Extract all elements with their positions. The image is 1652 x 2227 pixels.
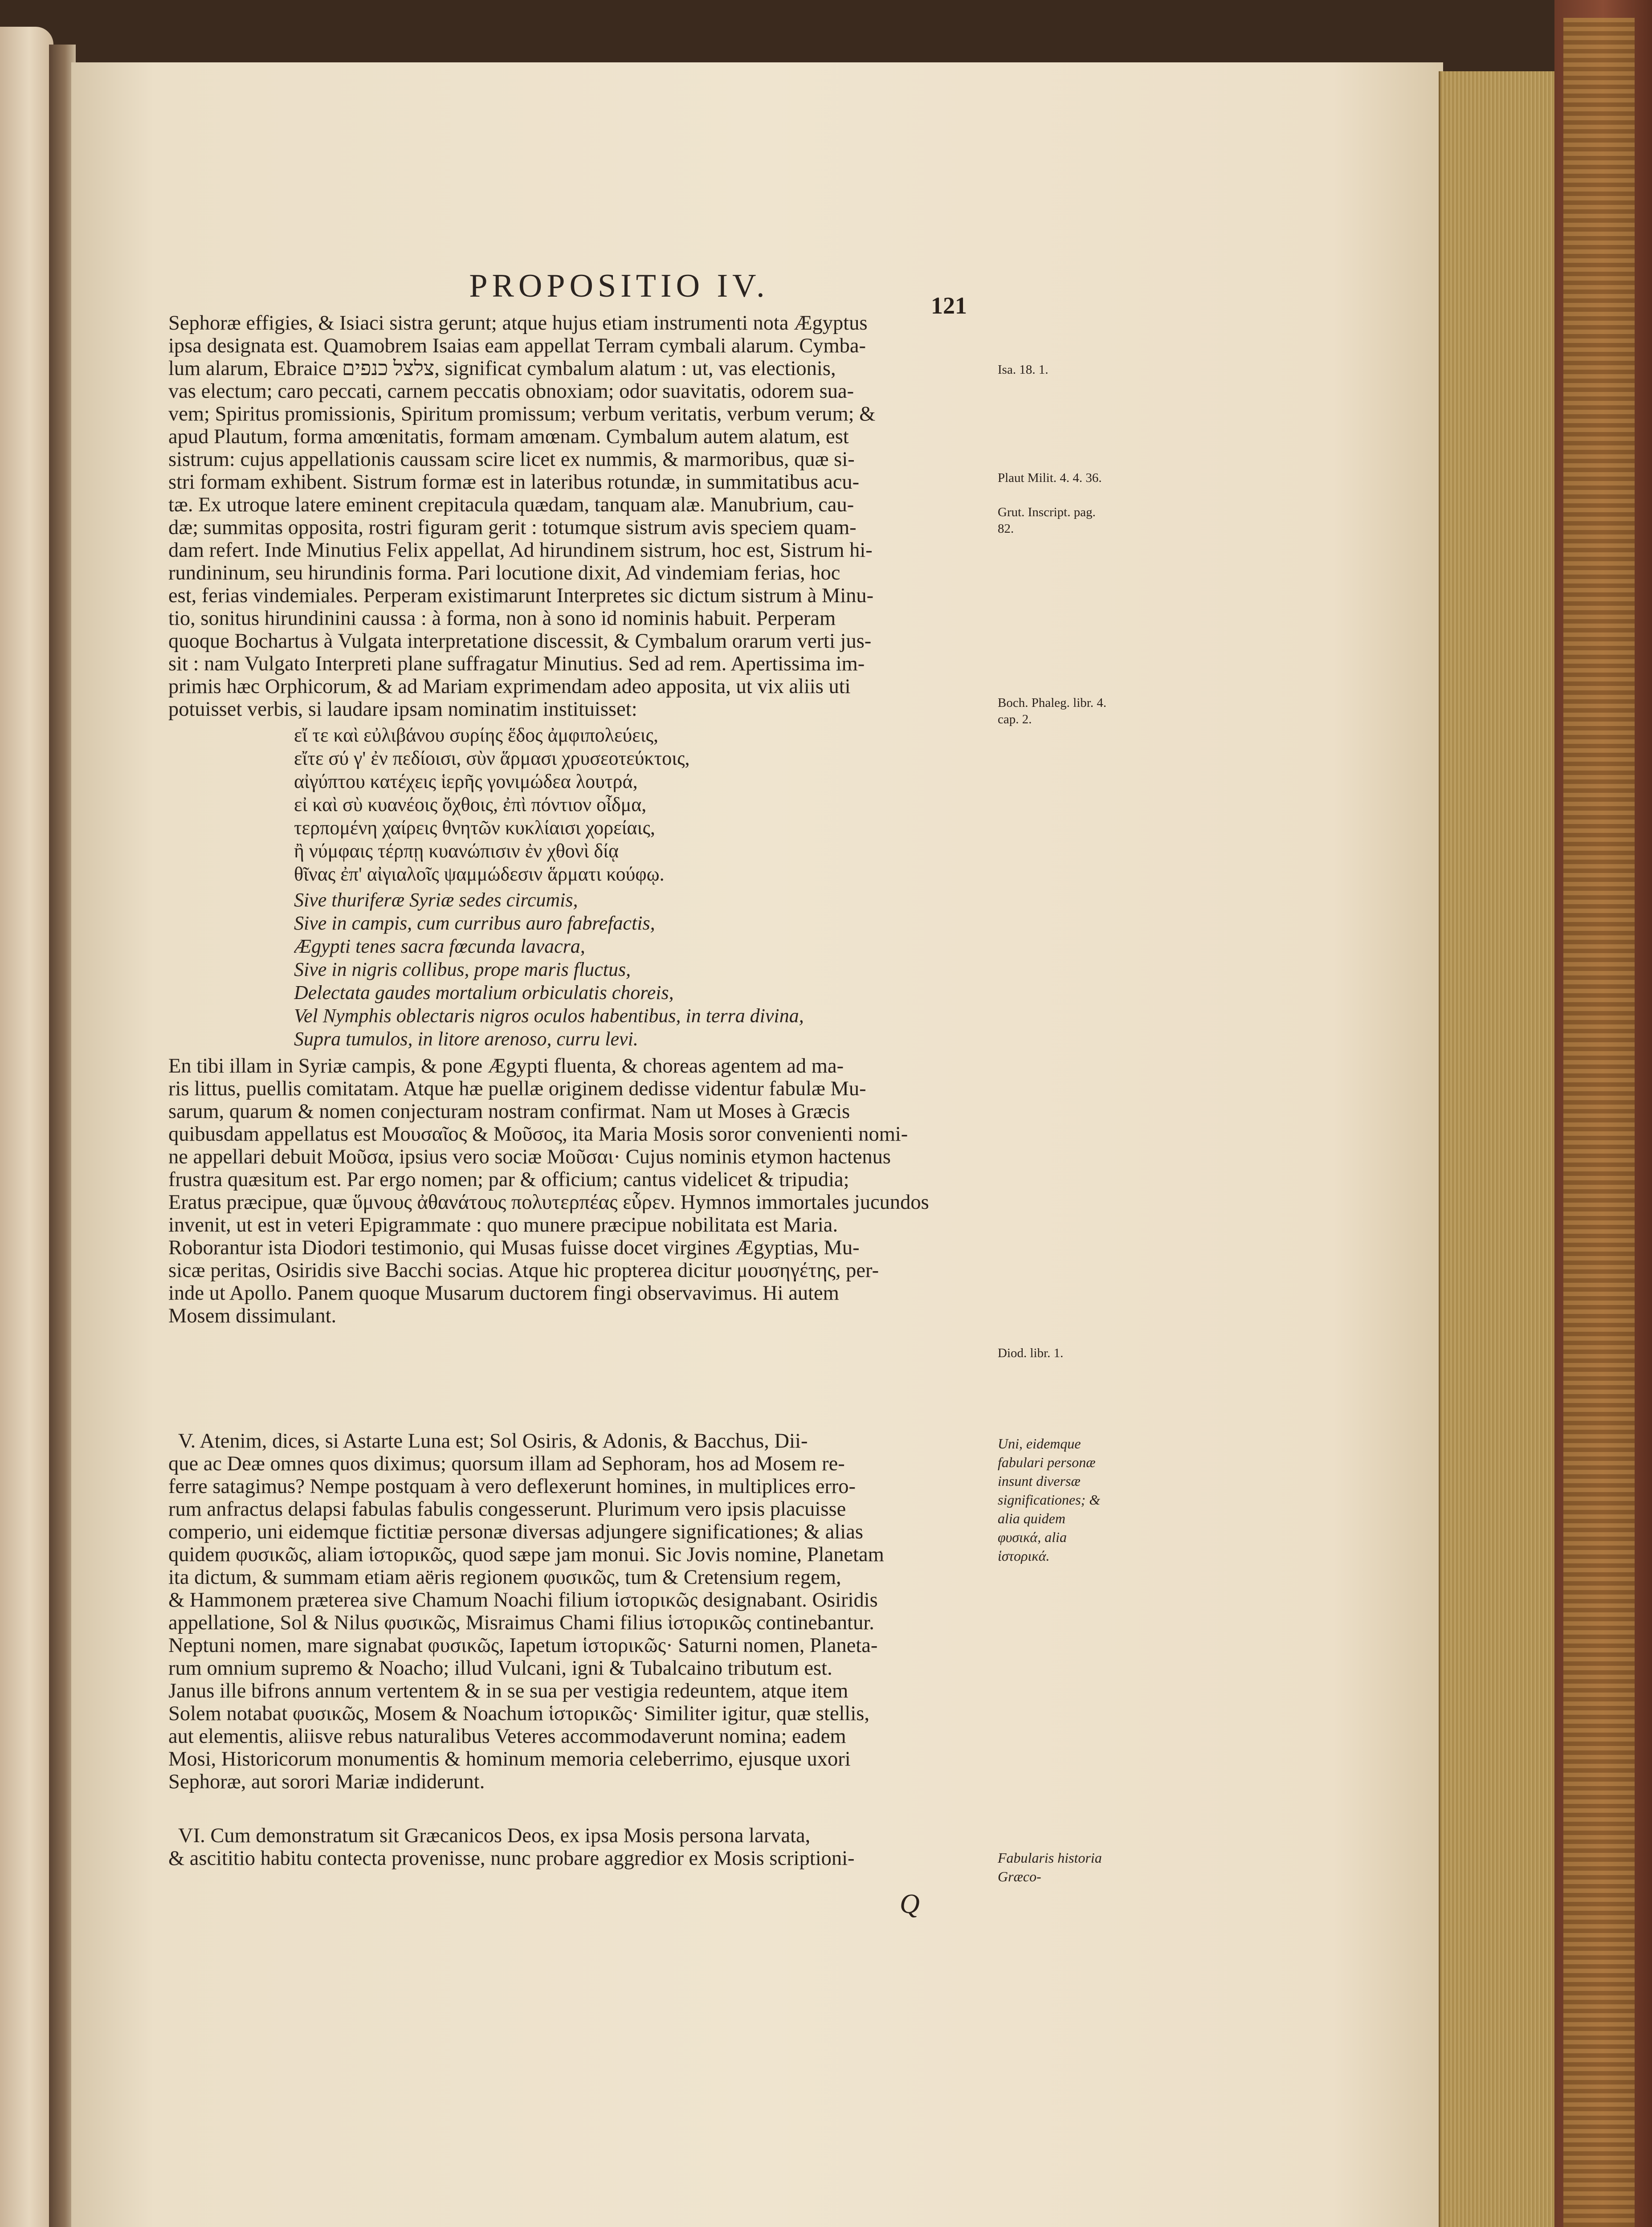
running-head: PROPOSITIO IV. <box>469 268 769 304</box>
margin-note: Diod. libr. 1. <box>998 1346 1064 1360</box>
margin-note: Plaut Milit. 4. 4. 36. <box>998 471 1102 485</box>
text-line: quidem φυσικῶς, aliam ἱστορικῶς, quod sæpe jam monui. Sic Jovis nomine, Planetam <box>168 1543 884 1566</box>
text-line: vas electum; caro peccati, carnem peccatis obnoxiam; odor suavitatis, odorem sua- <box>168 380 854 403</box>
text-line: primis hæc Orphicorum, & ad Mariam exprimendam adeo apposita, ut vix aliis uti <box>168 675 851 698</box>
text-line: appellatione, Sol & Nilus φυσικῶς, Misraimus Chami filius ἱστορικῶς continebantur. <box>168 1611 874 1634</box>
text-line: Sephoræ effigies, & Isiaci sistra gerunt; atque hujus etiam instrumenti nota Ægyptus <box>168 312 868 334</box>
page-fore-edge <box>1439 71 1561 2227</box>
text-line: Janus ille bifrons annum vertentem & in se sua per vestigia redeuntem, atque item <box>168 1680 848 1702</box>
latin-verse-line: Sive in campis, cum curribus auro fabrefactis, <box>294 912 655 934</box>
text-line: quibusdam appellatus est Μουσαῖος & Μοῦσος, ita Maria Mosis soror convenienti nomi- <box>168 1123 908 1146</box>
margin-note-italic: Fabularis historia Græco- <box>998 1850 1102 1884</box>
text-line: sarum, quarum & nomen conjecturam nostram confirmat. Nam ut Moses à Græcis <box>168 1100 850 1123</box>
text-line: ipsa designata est. Quamobrem Isaias eam appellat Terram cymbali alarum. Cymba- <box>168 334 866 357</box>
text-line: tæ. Ex utroque latere eminent crepitacula quædam, tanquam alæ. Manubrium, cau- <box>168 494 854 516</box>
text-line: rum anfractus delapsi fabulas fabulis congesserunt. Plurimum vero ipsis placuisse <box>168 1498 846 1521</box>
latin-verse-line: Delectata gaudes mortalium orbiculatis choreis, <box>294 982 674 1003</box>
greek-verse-line: θῖνας ἐπ' αἰγιαλοῖς ψαμμώδεσιν ἅρματι κούφῳ. <box>294 863 665 885</box>
text-line: aut elementis, aliisve rebus naturalibus Veteres accommodaverunt nomina; eadem <box>168 1725 846 1748</box>
latin-verse-line: Ægypti tenes sacra fœcunda lavacra, <box>294 935 585 957</box>
margin-note: Isa. 18. 1. <box>998 363 1048 377</box>
latin-verse-line: Sive in nigris collibus, prope maris fluctus, <box>294 959 631 980</box>
text-line: & Hammonem præterea sive Chamum Noachi filium ἱστορικῶς designabant. Osiridis <box>168 1589 878 1611</box>
text-line: En tibi illam in Syriæ campis, & pone Ægypti fluenta, & choreas agentem ad ma- <box>168 1055 844 1077</box>
margin-note-italic: Uni, eidemque fabulari personæ insunt diversæ significationes; & alia quidem φυσικά, alia ἱστορικά. <box>998 1436 1101 1564</box>
text-line: tio, sonitus hirundinini caussa : à forma, non à sono id nominis habuit. Perperam <box>168 607 836 630</box>
text-line: inde ut Apollo. Panem quoque Musarum ductorem fingi observavimus. Hi autem <box>168 1282 839 1305</box>
text-line: dam refert. Inde Minutius Felix appellat, Ad hirundinem sistrum, hoc est, Sistrum hi- <box>168 539 873 562</box>
text-line: Eratus præcipue, quæ ὕμνους ἀθανάτους πολυτερπέας εὗρεν. Hymnos immortales jucundos <box>168 1191 929 1214</box>
text-line: rum omnium supremo & Noacho; illud Vulcani, igni & Tubalcaino tributum est. <box>168 1657 832 1680</box>
latin-verse-line: Sive thuriferæ Syriæ sedes circumis, <box>294 889 578 911</box>
text-line: Sephoræ, aut sorori Mariæ indiderunt. <box>168 1770 485 1793</box>
text-line: stri formam exhibent. Sistrum formæ est in lateribus rotundæ, in summitatibus acu- <box>168 471 860 494</box>
text-line: Neptuni nomen, mare signabat φυσικῶς, Iapetum ἱστορικῶς· Saturni nomen, Planeta- <box>168 1634 878 1657</box>
text-line: Solem notabat φυσικῶς, Mosem & Noachum ἱστορικῶς· Similiter igitur, quæ stellis, <box>168 1702 869 1725</box>
text-line: invenit, ut est in veteri Epigrammate : quo munere præcipue nobilitata est Maria. <box>168 1214 838 1236</box>
latin-verse-line: Supra tumulos, in litore arenoso, curru levi. <box>294 1028 638 1050</box>
text-line: lum alarum, Ebraice צלצל כנפים, significat cymbalum alatum : ut, vas electionis, <box>168 357 836 380</box>
greek-verse-line: ἢ νύμφαις τέρπῃ κυανώπισιν ἐν χθονὶ δίᾳ <box>294 840 619 862</box>
greek-verse-line: εἴτε σύ γ' ἐν πεδίοισι, σὺν ἅρμασι χρυσεοτεύκτοις, <box>294 747 690 769</box>
greek-verse-line: εἴ τε καὶ εὐλιβάνου συρίης ἕδος ἀμφιπολεύεις, <box>294 724 658 746</box>
latin-verse-line: Vel Nymphis oblectaris nigros oculos habentibus, in terra divina, <box>294 1005 804 1027</box>
page-number: 121 <box>931 292 967 319</box>
text-line: est, ferias vindemiales. Perperam existimarunt Interpretes sic dictum sistrum à Minu- <box>168 584 874 607</box>
greek-verse-line: εἰ καὶ σὺ κυανέοις ὄχθοις, ἐπὶ πόντιον οἶδμα, <box>294 794 647 816</box>
greek-verse-line: αἰγύπτου κατέχεις ἱερῆς γονιμώδεα λουτρά, <box>294 771 638 792</box>
text-line: ne appellari debuit Μοῦσα, ipsius vero sociæ Μοῦσαι· Cujus nominis etymon hactenus <box>168 1146 891 1168</box>
text-line: ferre satagimus? Nempe postquam à vero deflexerunt homines, in multiplices erro- <box>168 1475 856 1498</box>
text-line: comperio, uni eidemque fictitiæ personæ diversas adjungere significationes; & alias <box>168 1521 863 1543</box>
margin-note: Boch. Phaleg. libr. 4. cap. 2. <box>998 696 1107 726</box>
text-line: rundininum, seu hirundinis forma. Pari locutione dixit, Ad vindemiam ferias, hoc <box>168 562 840 584</box>
text-line: apud Plautum, forma amœnitatis, formam amœnam. Cymbalum autem alatum, est <box>168 425 849 448</box>
cover-gilt-border <box>1563 18 1635 2227</box>
text-line: potuisset verbis, si laudare ipsam nominatim instituisset: <box>168 698 637 721</box>
section-v-line: V. Atenim, dices, si Astarte Luna est; Sol Osiris, & Adonis, & Bacchus, Dii- <box>178 1430 808 1452</box>
text-line: ris littus, puellis comitatam. Atque hæ puellæ originem dedisse videntur fabulæ Mu- <box>168 1077 866 1100</box>
text-line: sit : nam Vulgato Interpreti plane suffragatur Minutius. Sed ad rem. Apertissima im- <box>168 653 865 675</box>
margin-note: Grut. Inscript. pag. 82. <box>998 505 1096 536</box>
signature-mark: Q <box>900 1889 920 1919</box>
text-line: ita dictum, & summam etiam aëris regionem φυσικῶς, tum & Cretensium regem, <box>168 1566 841 1589</box>
text-line: Roborantur ista Diodori testimonio, qui Musas fuisse docet virgines Ægyptias, Mu- <box>168 1236 860 1259</box>
left-page-edge <box>0 27 53 2227</box>
text-line: Mosem dissimulant. <box>168 1305 337 1327</box>
text-line: que ac Deæ omnes quos diximus; quorsum illam ad Sephoram, hos ad Mosem re- <box>168 1452 845 1475</box>
text-line: sicæ peritas, Osiridis sive Bacchi socias. Atque hic propterea dicitur μουσηγέτης, per- <box>168 1259 879 1282</box>
text-line: vem; Spiritus promissionis, Spiritum promissum; verbum veritatis, verbum verum; & <box>168 403 876 425</box>
text-line: quoque Bochartus à Vulgata interpretatione discessit, & Cymbalum orarum verti jus- <box>168 630 872 653</box>
text-line: dæ; summitas opposita, rostri figuram gerit : totumque sistrum avis speciem quam- <box>168 516 857 539</box>
section-vi-line: VI. Cum demonstratum sit Græcanicos Deos, ex ipsa Mosis persona larvata, <box>178 1824 811 1847</box>
text-line: sistrum: cujus appellationis caussam scire licet ex nummis, & marmoribus, quæ si- <box>168 448 855 471</box>
greek-verse-line: τερπομένη χαίρεις θνητῶν κυκλίαισι χορείαις, <box>294 817 655 839</box>
text-line: Mosi, Historicorum monumentis & hominum memoria celeberrimo, ejusque uxori <box>168 1748 851 1770</box>
text-line: & ascititio habitu contecta provenisse, nunc probare aggredior ex Mosis scriptioni- <box>168 1847 855 1870</box>
text-line: frustra quæsitum est. Par ergo nomen; par & officium; cantus videlicet & tripudia; <box>168 1168 849 1191</box>
